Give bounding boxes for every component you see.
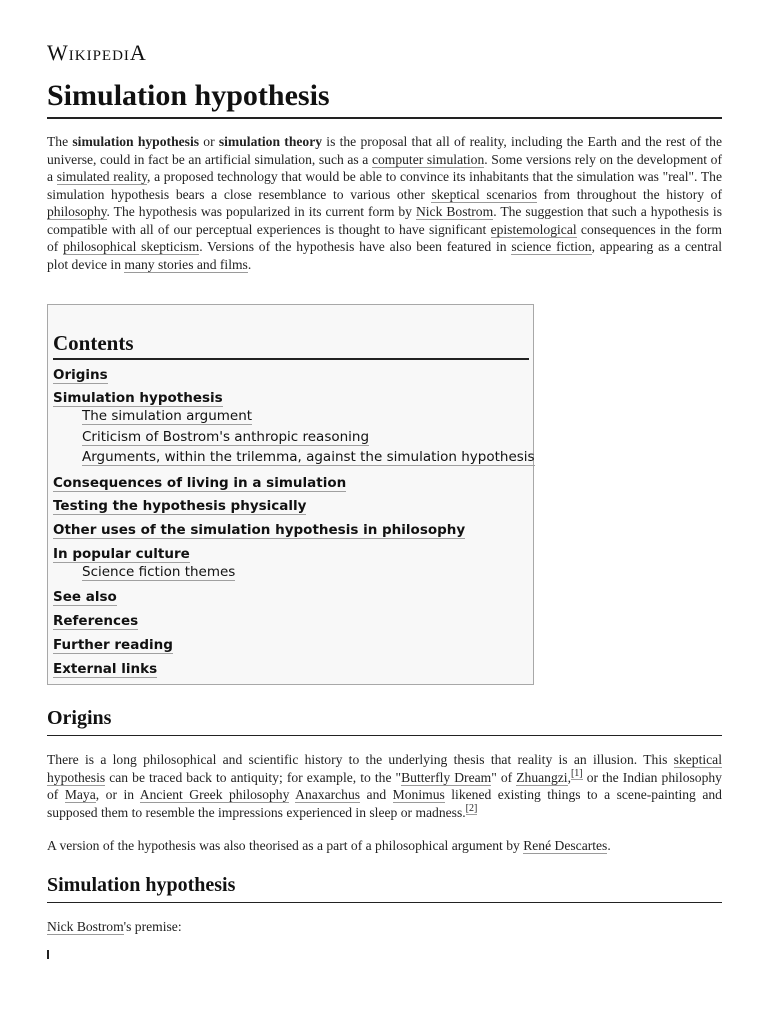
link-science-fiction[interactable]: science fiction	[511, 239, 592, 254]
toc-item-testing[interactable]: Testing the hypothesis physically	[53, 498, 307, 514]
reference-link-1[interactable]: [1]	[570, 767, 583, 779]
toc-title: Contents	[53, 331, 134, 355]
link-skeptical-hypothesis[interactable]: skeptical hypothesis	[47, 752, 722, 785]
link-simulated-reality[interactable]: simulated reality	[56, 169, 148, 184]
text: .	[247, 256, 252, 272]
toc-item-other-uses[interactable]: Other uses of the simulation hypothesis in philosophy	[53, 522, 466, 538]
link-computer-simulation[interactable]: computer simulation	[371, 151, 485, 167]
link-monimus[interactable]: Monimus	[392, 787, 445, 802]
link-nick-bostrom-2[interactable]: Nick Bostrom	[47, 919, 124, 934]
text: . The suggestion that such a hypothesis is compatible with all of our perceptual experiences is thought to have significant	[47, 204, 722, 237]
link-zhuangzi[interactable]: Zhuangzi	[516, 769, 568, 785]
link-many-stories-and-films[interactable]: many stories and films	[124, 256, 248, 272]
text: can be traced back to antiquity; for example, to the "	[105, 769, 402, 785]
title-divider	[47, 117, 722, 119]
text: is the proposal that all of reality, including the Earth and the rest of the universe, could in fact be an artificial simulation, such as a	[47, 134, 722, 167]
link-skeptical-scenarios[interactable]: skeptical scenarios	[431, 186, 537, 202]
bold-term-simulation-theory: simulation theory	[218, 134, 323, 149]
wordmark-middle: ikipedi	[68, 40, 130, 65]
reference-1	[571, 768, 583, 780]
link-epistemological[interactable]: epistemological	[490, 221, 577, 237]
text: ,	[567, 769, 571, 785]
link-anaxarchus[interactable]: Anaxarchus	[295, 787, 361, 802]
text: , appearing as a central plot device in	[47, 239, 722, 272]
wikipedia-wordmark[interactable]	[47, 40, 147, 66]
toc-item-criticism-anthropic[interactable]: Criticism of Bostrom's anthropic reasoning	[82, 429, 370, 445]
text: There is a long philosophical and scientific history to the underlying thesis that reality is an illusion. This	[47, 752, 674, 767]
text-cursor	[47, 950, 49, 959]
text: . Some versions rely on the development of a	[47, 151, 722, 184]
text: .	[607, 838, 611, 853]
text: 's premise:	[123, 919, 182, 934]
simulation-hypothesis-divider	[47, 902, 722, 903]
text: or the Indian philosophy of	[47, 769, 722, 802]
link-philosophy[interactable]: philosophy	[47, 204, 107, 219]
link-rene-descartes[interactable]: René Descartes	[523, 838, 608, 853]
table-of-contents	[47, 304, 534, 685]
origins-paragraph-1	[47, 751, 722, 821]
toc-item-popular-culture[interactable]: In popular culture	[53, 546, 190, 562]
toc-item-science-fiction-themes[interactable]: Science fiction themes	[82, 564, 236, 580]
text: and	[360, 787, 393, 802]
text: from throughout the history of	[537, 186, 722, 202]
origins-divider	[47, 735, 722, 736]
toc-item-consequences[interactable]: Consequences of living in a simulation	[53, 475, 347, 491]
text: consequences in the form of	[47, 221, 722, 254]
link-butterfly-dream[interactable]: Butterfly Dream	[401, 769, 492, 785]
toc-item-arguments-trilemma[interactable]: Arguments, within the trilemma, against the simulation hypothesis	[82, 449, 535, 465]
text: The	[47, 134, 73, 149]
text: likened existing things to a scene-painting and supposed them to resemble the impressions experienced in sleep or madness.	[47, 787, 722, 820]
toc-divider	[53, 358, 529, 360]
toc-item-references[interactable]: References	[53, 613, 139, 629]
link-philosophical-skepticism[interactable]: philosophical skepticism	[63, 239, 200, 254]
toc-item-further-reading[interactable]: Further reading	[53, 637, 173, 653]
text: A version of the hypothesis was also theorised as a part of a philosophical argument by	[47, 838, 524, 853]
toc-item-origins[interactable]: Origins	[53, 367, 108, 383]
section-heading-origins: Origins	[47, 707, 112, 729]
link-maya[interactable]: Maya	[64, 787, 96, 802]
text: " of	[491, 769, 517, 785]
text: . Versions of the hypothesis have also been featured in	[199, 239, 512, 254]
text: , a proposed technology that would be able to convince its inhabitants that the simulation was "real". The simulation hypothesis bears a close resemblance to various other	[47, 169, 722, 202]
bold-term-simulation-hypothesis: simulation hypothesis	[72, 134, 200, 149]
page-title: Simulation hypothesis	[47, 79, 330, 112]
text: , or in	[95, 787, 140, 802]
wordmark-w: W	[47, 40, 69, 65]
link-nick-bostrom[interactable]: Nick Bostrom	[415, 204, 494, 219]
link-ancient-greek-philosophy[interactable]: Ancient Greek philosophy	[139, 787, 290, 802]
text: . The hypothesis was popularized in its current form by	[106, 204, 416, 219]
wordmark-a: A	[129, 40, 147, 65]
section-heading-simulation-hypothesis: Simulation hypothesis	[47, 874, 236, 896]
simulation-hypothesis-paragraph	[47, 918, 722, 936]
toc-item-see-also[interactable]: See also	[53, 589, 117, 605]
origins-paragraph-2	[47, 837, 722, 855]
toc-item-simulation-hypothesis[interactable]: Simulation hypothesis	[53, 390, 223, 406]
text: or	[199, 134, 219, 149]
reference-2	[466, 803, 478, 815]
toc-item-external-links[interactable]: External links	[53, 661, 158, 677]
toc-item-simulation-argument[interactable]: The simulation argument	[82, 408, 253, 424]
reference-link-2[interactable]: [2]	[465, 802, 478, 814]
intro-paragraph	[47, 133, 722, 273]
